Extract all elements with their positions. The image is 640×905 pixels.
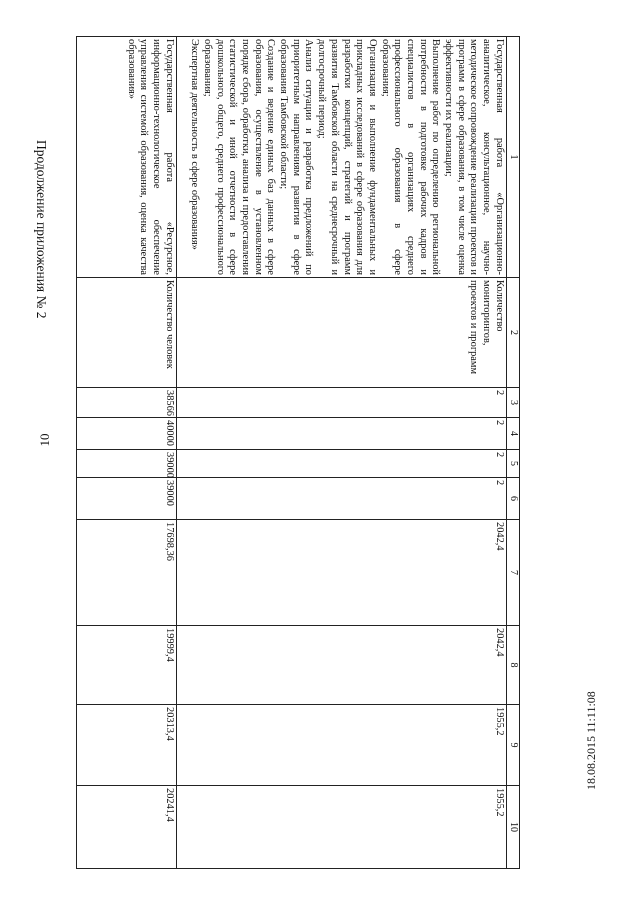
column-number: 4 — [506, 418, 519, 450]
value-cell: 20241,4 — [77, 786, 177, 869]
value-cell: 2042,4 — [176, 520, 506, 626]
budget-table — [76, 36, 520, 869]
value-cell: 40000 — [77, 418, 177, 450]
work-description-cell — [176, 37, 506, 278]
unit-cell: Количество мониторингов, проектов и программ — [176, 278, 506, 388]
description-line: Создание и ведение единых баз данных в сфере образования, осуществление в установленном порядке сбора, обработки, анализа и предоставления статистической и иной отчетности в сфере дошкольного, общего, среднего профессионального образования; — [202, 39, 277, 275]
value-cell: 38566 — [77, 388, 177, 418]
column-number: 8 — [506, 626, 519, 705]
value-cell: 2 — [176, 388, 506, 418]
column-number: 1 — [506, 37, 519, 278]
table-row — [176, 37, 506, 869]
column-number: 2 — [506, 278, 519, 388]
value-cell: 39000 — [77, 478, 177, 520]
column-number: 9 — [506, 705, 519, 786]
description-line: Организация и выполнение фундаментальных и прикладных исследований в сфере образования для разработки концепций, стратегий и программ развития Тамбовской области на среднесрочный и долгосрочный период; — [316, 39, 378, 275]
table-row — [77, 37, 177, 869]
column-number: 6 — [506, 478, 519, 520]
value-cell: 2 — [176, 450, 506, 478]
table-container — [76, 36, 520, 868]
value-cell: 1955,2 — [176, 705, 506, 786]
description-line: Анализ ситуации и разработка предложений по приоритетным направлениям развития в сфере образования Тамбовской области; — [278, 39, 315, 275]
work-description-cell — [77, 37, 177, 278]
description-line: Экспертная деятельность в сфере образования» — [189, 39, 201, 250]
column-number-row — [506, 37, 519, 869]
value-cell: 2 — [176, 418, 506, 450]
description-line: Государственная работа «Ресурсное, информационно-технологическое обеспечение управления системой образования, оценка качества образования» — [125, 39, 175, 275]
description-line: Выполнение работ по определению региональной потребности в подготовке рабочих кадров и специалистов в организациях среднего профессионального образования в сфере образования; — [379, 39, 442, 275]
value-cell: 2 — [176, 478, 506, 520]
unit-cell: Количество человек — [77, 278, 177, 388]
value-cell: 17698,36 — [77, 520, 177, 626]
appendix-heading: Продолжение приложения № 2 — [34, 140, 49, 319]
description-line: Государственная работа «Организационно-аналитическое, консультационное, научно-методическое сопровождение реализации проектов и программ в сфере образования, в том числе оценка эффективности их реализации; — [443, 39, 505, 275]
column-number: 5 — [506, 450, 519, 478]
value-cell: 19999,4 — [77, 626, 177, 705]
column-number: 7 — [506, 520, 519, 626]
footer-timestamp: 18.08.2015 11:11:08 — [584, 691, 598, 790]
column-number: 3 — [506, 388, 519, 418]
value-cell: 20313,4 — [77, 705, 177, 786]
column-number: 10 — [506, 786, 519, 869]
value-cell: 1955,2 — [176, 786, 506, 869]
page-number: 10 — [37, 433, 52, 447]
value-cell: 2042,4 — [176, 626, 506, 705]
value-cell: 39000 — [77, 450, 177, 478]
